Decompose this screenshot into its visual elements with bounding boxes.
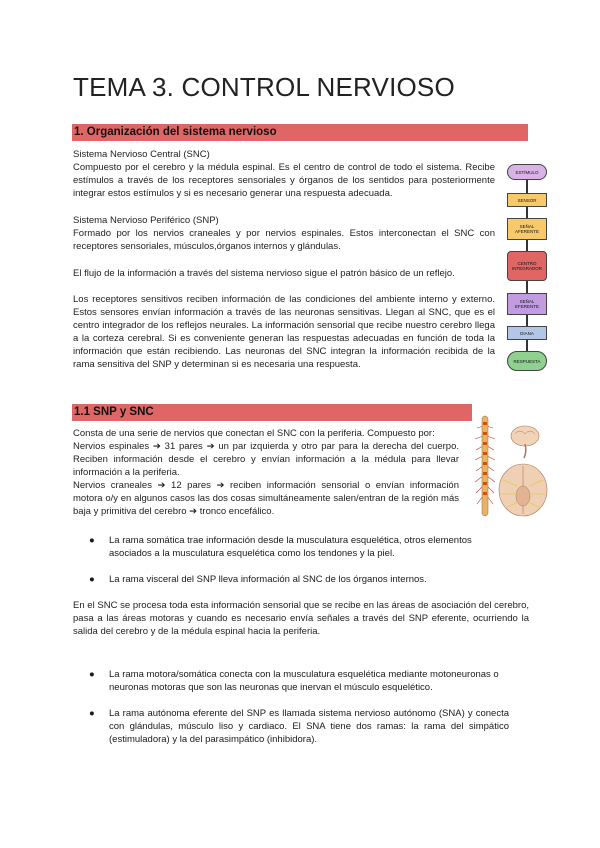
snc-label: Sistema Nervioso Central (SNC) <box>73 149 210 160</box>
section-heading-snp-snc: 1.1 SNP y SNC <box>72 404 472 421</box>
flow-paragraph: El flujo de la información a través del sistema nervioso sigue el patrón básico de un reflejo. <box>73 268 455 279</box>
reflex-flowchart <box>503 155 551 381</box>
bullet-icon: ● <box>89 535 95 546</box>
nervios-craneales: Nervios craneales ➔ 12 pares ➔ reciben información sensorial o envían información motora o/y en algunos casos las dos cosas simultáneamente salen/entran de la región más baja y primitiva del cerebro ➔ tronco encefálico. <box>73 480 459 517</box>
list-item-rama-autonoma: ● La rama autónoma eferente del SNP es llamada sistema nervioso autónomo (SNA) y conecta con glándulas, músculo liso y cardiaco. El SNA tiene dos ramas: la rama del simpático (estimuladora) y la del parasimpático (inhibidora). <box>89 708 509 745</box>
list-item-rama-somatica: ● La rama somática trae información desde la musculatura esquelética, otros elementos asociados a la musculatura esquelética como los tendones y la piel. <box>89 535 472 559</box>
bullet-icon: ● <box>89 574 95 585</box>
bullet-icon: ● <box>89 708 95 719</box>
nervios-espinales: Nervios espinales ➔ 31 pares ➔ un par izquierda y otro par para la derecha del cuerpo. Reciben información desde el cerebro y envían información a la médula para llevar información a la periferia. <box>73 441 459 478</box>
nervous-system-illustration <box>473 408 553 538</box>
flow-step-diana: DIANA <box>507 326 547 340</box>
flow-step-senal-eferente: SEÑAL EFERENTE <box>507 293 547 315</box>
flow-step-estimulo: ESTÍMULO <box>507 164 547 180</box>
bullet-icon: ● <box>89 669 95 680</box>
section-heading-organizacion: 1. Organización del sistema nervioso <box>72 124 528 141</box>
snp-paragraph: Formado por los nervios craneales y por nervios espinales. Estos interconectan el SNC con receptores sensoriales, músculos,órganos internos y glándulas. <box>73 228 495 252</box>
snp-intro: Consta de una serie de nervios que conectan el SNC con la periferia. Compuesto por: <box>73 428 435 439</box>
page-title: TEMA 3. CONTROL NERVIOSO <box>73 72 455 102</box>
snc-paragraph: Compuesto por el cerebro y la médula espinal. Es el centro de control de todo el sistema. Recibe estímulos a través de los receptores sensoriales y órganos de los sentidos para posteriormente integrar estos estímulos y si es necesario generar una respuesta adecuada. <box>73 162 495 199</box>
flow-step-sensor: SENSOR <box>507 193 547 207</box>
list-item-rama-visceral: ● La rama visceral del SNP lleva información al SNC de los órganos internos. <box>89 574 427 585</box>
snp-label: Sistema Nervioso Periférico (SNP) <box>73 215 219 226</box>
flow-step-senal-aferente: SEÑAL AFERENTE <box>507 218 547 240</box>
flow-step-centro-integrador: CENTRO INTEGRADOR <box>507 251 547 281</box>
list-item-rama-motora: ● La rama motora/somática conecta con la musculatura esquelética mediante motoneuronas o neuronas motoras que son las neuronas que inervan el músculo esquelético. <box>89 669 499 693</box>
snc-process-paragraph: En el SNC se procesa toda esta información sensorial que se recibe en las áreas de asociación del cerebro, pasa a las áreas motoras y cuando es necesario envía señales a través del SNP eferente, ocurriendo la salida del cerebro y de la médula espinal hacia la periferia. <box>73 600 529 637</box>
receptors-paragraph: Los receptores sensitivos reciben información de las condiciones del ambiente interno y externo. Estos sensores envían información a través de las neuronas sensitivas. Llegan al SNC, que es el centro integrador de los reflejos neurales. La información sensorial que recibe nuestro cerebro llega a la corteza cerebral. Si es conveniente generan las respuestas adecuadas en función de toda la información que están recibiendo. Las neuronas del SNC integran la información recibida de la rama sensitiva del SNP y determinan si es necesaria una respuesta. <box>73 294 495 370</box>
flow-step-respuesta: RESPUESTA <box>507 351 547 371</box>
